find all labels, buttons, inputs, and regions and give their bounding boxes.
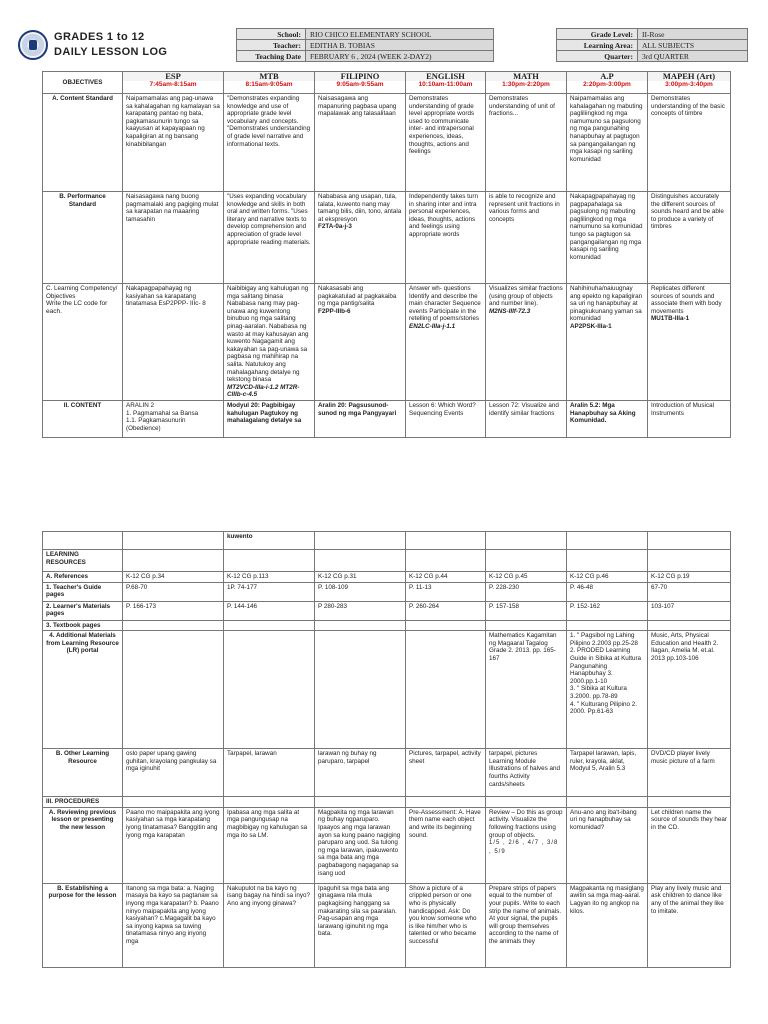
row-label: 2. Learner's Materials pages — [43, 601, 123, 620]
subject-header-mapeh: MAPEH (Art) 3:00pm-3:40pm — [648, 72, 731, 94]
cell: Aralin 20: Pagsusunod-sunod ng mga Pangyayari — [315, 401, 406, 438]
additional-materials-row — [43, 631, 731, 749]
fractions-display: 1/5 , 2/6 , 4/7 , 3/8 , 5/9 — [489, 840, 559, 855]
subject-header-ap: A.P 2:20pm-3:00pm — [567, 72, 648, 94]
objectives-label: OBJECTIVES — [43, 72, 123, 94]
cell: P. 46-48 — [567, 582, 648, 601]
cell: P. 144-146 — [224, 601, 315, 620]
content-row — [43, 401, 731, 438]
cell: K-12 CG p.31 — [315, 572, 406, 583]
subject-header-row — [43, 72, 731, 94]
row-label: 1. Teacher's Guide pages — [43, 582, 123, 601]
row-label-cell — [43, 284, 123, 401]
deped-seal-icon — [18, 30, 48, 60]
lc-code: MT2VCD-IIIa-i-1.2 MT2R-CIIIb-c-4.5 — [227, 383, 300, 399]
cell: P. 11-13 — [406, 582, 486, 601]
cell: 1P. 74-177 — [224, 582, 315, 601]
resources-table — [42, 531, 731, 968]
cell: Ipaguhit sa mga bata ang ginagawa nila mula pagkagising hanggang sa makarating sila sa paaralan. Pag-usapan ang mga larawang iginuhit ng mga bata. — [315, 883, 406, 967]
row-label: 4. Additional Materials from Learning Resource (LR) portal — [43, 631, 123, 749]
cell: Pre-Assessment: A. Have them name each object and write its beginning sound. — [406, 807, 486, 883]
row-label: II. CONTENT — [43, 401, 123, 438]
cell: DVD/CD player lively music picture of a farm — [648, 749, 731, 797]
cell: is able to recognize and represent unit fractions in various forms and concepts — [486, 192, 567, 284]
row-label: III. PROCEDURES — [43, 797, 123, 808]
cell: Show a picture of a crippled person or one who is physically handicapped. Ask: Do you know someone who is like him/her who is talented or who became successful — [406, 883, 486, 967]
cell: Aralin 5.2: Mga Hanapbuhay sa Aking Komunidad. — [567, 401, 648, 438]
cell: Paano mo maipapakita ang iyong kasiyahan sa mga karapatang iyong tinatamasa? Banggitin ang iyong mga karapatan — [123, 807, 224, 883]
cell — [486, 807, 567, 883]
cell: tarpapel, pictures Learning Module Illustrations of halves and fourths Activity cards/sheets — [486, 749, 567, 797]
cell: K-12 CG p.46 — [567, 572, 648, 583]
grade-info-table — [556, 28, 748, 62]
lc-code: MU1TB-IIIa-1 — [651, 315, 690, 323]
cell: Tarpapel, larawan — [224, 749, 315, 797]
cell: Distinguishes accurately the different sources of sounds heard and be able to produce a variety of timbres — [648, 192, 731, 284]
cell: Play any lively music and ask children to dance like any of the animal they like to imitate. — [648, 883, 731, 967]
cell: P. 228-230 — [486, 582, 567, 601]
cell: P. 108-109 — [315, 582, 406, 601]
cell: Let children name the source of sounds they hear in the CD. — [648, 807, 731, 883]
cell: Lesson 6: Which Word? Sequencing Events — [406, 401, 486, 438]
performance-standard-row — [43, 192, 731, 284]
area-label: Learning Area: — [557, 40, 638, 51]
lc-code: M2NS-IIIf-72.3 — [489, 307, 531, 315]
quarter-label: Quarter: — [557, 51, 638, 62]
row-label: C. Learning Competency/ Objectives — [46, 285, 118, 300]
cell — [486, 284, 567, 401]
learning-resources-row — [43, 550, 731, 572]
cell: P. 157-158 — [486, 601, 567, 620]
cell — [315, 192, 406, 284]
cell-text: Nahihinuha/naiuugnay ang epekto ng kapaligiran sa uri ng hanapbuhay at pinagkukunang yaman sa komunidad — [570, 285, 643, 323]
cell: Anu-ano ang iba't-ibang uri ng hanapbuhay sa komunidad? — [567, 807, 648, 883]
cell: P.68-70 — [123, 582, 224, 601]
cell: Tarpapel larawan, lapis, ruler, krayola, aklat, Modyul 5, Aralin 5.3 — [567, 749, 648, 797]
cell — [406, 284, 486, 401]
cell: ARALIN 2 1. Pagmamahal sa Bansa 1.1. Pagkamasunurin (Obedience) — [123, 401, 224, 438]
cell: Mathematics Kagamitan ng Magaaral Tagalog Grade 2. 2013. pp. 165-167 — [486, 631, 567, 749]
objectives-table — [42, 71, 731, 438]
cell: Pictures, tarpapel, activity sheet — [406, 749, 486, 797]
cell: 103-107 — [648, 601, 731, 620]
textbook-row — [43, 620, 731, 631]
cell: Prepare strips of papers equal to the number of your pupils. Write to each strip the name of animals. At your signal, the pupils will group themselves according to the name of the animals they — [486, 883, 567, 967]
teacher-label: Teacher: — [237, 40, 306, 51]
cell-text: Replicates different sources of sounds and associate them with body movements — [651, 285, 722, 315]
cell — [567, 284, 648, 401]
cell: Demonstrates understanding of unit of fractions... — [486, 94, 567, 192]
cell-text: Review – Do this as group activity. Visualize the following fractions using group of objects. — [489, 808, 563, 839]
cell: Naipamamalas ang pag-unawa sa kahalagahan ng kamalayan sa karapatang pantao ng bata, pagkamasunurin tungo sa kaayusan at kapayapaan ng kapaligiran at ng bansang kinabibilangan — [123, 94, 224, 192]
cell: Independently takes turn in sharing inter and intra personal experiences, ideas, thoughts, actions and feelings using appropriate words — [406, 192, 486, 284]
lc-code: F2TA-0a-j-3 — [318, 223, 352, 231]
row-label: B. Establishing a purpose for the lesson — [43, 883, 123, 967]
cell: Nakapagpapahayag ng pagpapahalaga sa pagsulong ng mabuting paglilingkod ng mga namumuno sa komunidad tungo sa pagtugon sa pangangailangan ng mga kasapi ng sariling komunidad — [567, 192, 648, 284]
subject-header-math: MATH 1:30pm-2:20pm — [486, 72, 567, 94]
cell — [224, 284, 315, 401]
lc-code: EN2LC-IIIa-j-1.1 — [409, 322, 456, 330]
purpose-row — [43, 883, 731, 967]
cell: Naipamamalas ang kahalagahan ng mabuting pagliliingkod ng mga namumuno sa pagsulong ng mga pangunahing hanapbuhay at pagtugon sa pangangailangan ng mga kasapi ng sariling komunidad — [567, 94, 648, 192]
cell: Introduction of Musical Instruments — [648, 401, 731, 438]
cell: 1. " Pagsibol ng Lahing Pilipino 2.2003 pp.25-28 2. PRODED Learning Guide in Sibika at Kultura Pangunahing Hanapbuhay 3. 2000.pp.1-10 3. " Sibika at Kultura 3.2000. pp.78-89 4. " Kulturang Pilipino 2. 2000. Pp.61-63 — [567, 631, 648, 749]
cell: Nakupulot na ba kayo ng isang bagay na hindi sa inyo? Ano ang inyong ginawa? — [224, 883, 315, 967]
cell: K-12 CG p.19 — [648, 572, 731, 583]
row-label: A. Reviewing previous lesson or presenting the new lesson — [43, 807, 123, 883]
grade-label: Grade Level: — [557, 29, 638, 40]
procedures-row — [43, 797, 731, 808]
row-label: A. References — [43, 572, 123, 583]
subject-header-mtb: MTB 8:15am-9:05am — [224, 72, 315, 94]
cell: K-12 CG p.34 — [123, 572, 224, 583]
school-value: RIO CHICO ELEMENTARY SCHOOL — [306, 29, 494, 40]
cell: Music, Arts, Physical Education and Health 2. Ilagan, Amelia M. et.al. 2013 pp.103-106 — [648, 631, 731, 749]
cell: Modyul 20: Pagbibigay kahulugan Pagtukoy ng mahalagalang detalye sa — [224, 401, 315, 438]
cell: P. 260-264 — [406, 601, 486, 620]
lc-code: AP2PSK-IIIa-1 — [570, 322, 612, 330]
school-label: School: — [237, 29, 306, 40]
cell: Nakapagpapahayag ng kasiyahan sa karapatang tinatamasa EsP2PPP- IIIc- 8 — [123, 284, 224, 401]
resources-label: LEARNING RESOURCES — [43, 550, 123, 572]
school-info-table — [236, 28, 494, 62]
cell: Ipabasa ang mga salita at mga pangungusap na magbibigay ng kahulugan sa mga ito sa LM. — [224, 807, 315, 883]
cell-text: Nakasasabi ang pagkakatulad at pagkakaiba ng mga pantig/salita — [318, 285, 397, 308]
row-label: A. Content Standard — [43, 94, 123, 192]
subject-header-english: ENGLISH 10:10am-11:00am — [406, 72, 486, 94]
cell — [315, 284, 406, 401]
reviewing-row — [43, 807, 731, 883]
lc-code: F2PP-IIIb-6 — [318, 307, 351, 315]
cell: Demonstrates understanding of the basic concepts of timbre — [648, 94, 731, 192]
subject-header-filipino: FILIPINO 9:05am-9:55am — [315, 72, 406, 94]
row-label: B. Other Learning Resource — [43, 749, 123, 797]
learning-competency-row — [43, 284, 731, 401]
cell: 67-70 — [648, 582, 731, 601]
content-standard-row — [43, 94, 731, 192]
cell: K-12 CG p.44 — [406, 572, 486, 583]
area-value: ALL SUBJECTS — [638, 40, 748, 51]
cell: Magpakanta ng masiglang awitin sa mga mag-aaral. Lagyan ito ng angkop na kilos. — [567, 883, 648, 967]
cell: "Uses expanding vocabulary knowledge and skills in both oral and written forms. "Uses literary and narrative texts to develop comprehension and appreciation of grade level appropriate reading materials. — [224, 192, 315, 284]
references-row — [43, 572, 731, 583]
grade-value: II-Rose — [638, 29, 748, 40]
teacher-value: EDITHA B. TOBIAS — [306, 40, 494, 51]
teachers-guide-row — [43, 582, 731, 601]
row-label: B. Performance Standard — [43, 192, 123, 284]
row-label: 3. Textbook pages — [43, 620, 123, 631]
cell: Magpakita ng mga larawan ng buhay ngparuparo. Ipaayos ang mga larawan ayon sa kung paano nagiging paruparo ang uod. Sa tulong ng mga larawan, ipakuwento sa mga bata ang mga pagbabagong nagaganap sa isang uod — [315, 807, 406, 883]
date-value: FEBRUARY 6 , 2024 (WEEK 2-DAY2) — [306, 51, 494, 62]
cell-text: Answer wh- questions Identify and describe the main character Sequence events Participate in the retelling of poems/stories — [409, 285, 481, 323]
cell: "Demonstrates expanding knowledge and use of appropriate grade level vocabulary and concepts. "Demonstrates understanding of grade level narrative and informational texts. — [224, 94, 315, 192]
learners-materials-row — [43, 601, 731, 620]
title-line-2: DAILY LESSON LOG — [54, 46, 168, 58]
carry-over-text: kuwento — [224, 532, 315, 550]
cell: Naisasagawa nang buong pagmamalaki ang pagiging mulat sa karapatan na maaaring tamasahin — [123, 192, 224, 284]
cell-text: Visualizes similar fractions (using group of objects and number line). — [489, 285, 563, 308]
carry-over-row — [43, 532, 731, 550]
row-sublabel: Write the LC code for each. — [46, 300, 108, 315]
cell: oslo paper upang gawing guhitan, krayolang pangkulay sa mga iginuhit — [123, 749, 224, 797]
subject-header-esp: ESP 7:45am-8:15am — [123, 72, 224, 94]
cell: P. 152-162 — [567, 601, 648, 620]
cell: P 280-283 — [315, 601, 406, 620]
cell: Naisasagawa ang mapanuring pagbasa upang mapalawak ang talasalitaan — [315, 94, 406, 192]
cell: P. 166-173 — [123, 601, 224, 620]
title-line-1: GRADES 1 to 12 — [54, 31, 145, 43]
cell — [648, 284, 731, 401]
quarter-value: 3rd QUARTER — [638, 51, 748, 62]
cell-text: Nababasa ang usapan, tula, talata, kuwento nang may tamang bilis, diin, tono, antala at ekspresyon — [318, 193, 402, 223]
cell: K-12 CG p.113 — [224, 572, 315, 583]
cell: Lesson 72: Visualize and identify similar fractions — [486, 401, 567, 438]
other-resources-row — [43, 749, 731, 797]
date-label: Teaching Date — [237, 51, 306, 62]
cell: Demonstrates understanding of grade level appropriate words used to communicate inter- and intrapersonal experiences, ideas, thoughts, actions and feelings — [406, 94, 486, 192]
cell-text: Naibibigay ang kahulugan ng mga salitang binasa Nababasa nang may pag-unawa ang kuwentong binubuo ng mga salitang pinag-aaralan. Nababasa ng wasto at may kahusayan ang kuwento Nagagamit ang kakayahan sa pag-unawa sa pagbasa ng mahihirap na salita. Natutukoy ang mahalagahang detalye ng tekstong binasa — [227, 285, 309, 384]
cell: larawan ng buhay ng paruparo, tarpapel — [315, 749, 406, 797]
cell: Itanong sa mga bata: a. Naging masaya ba kayo sa pagtanaw sa inyong mga karapatan? b. Paano ninyo maipapakita ang iyong kasiyahan? c.Magagalit ba kayo sa inyong kapwa sa tuwing tinatamasa ninyo ang inyong mga — [123, 883, 224, 967]
cell: K-12 CG p.45 — [486, 572, 567, 583]
